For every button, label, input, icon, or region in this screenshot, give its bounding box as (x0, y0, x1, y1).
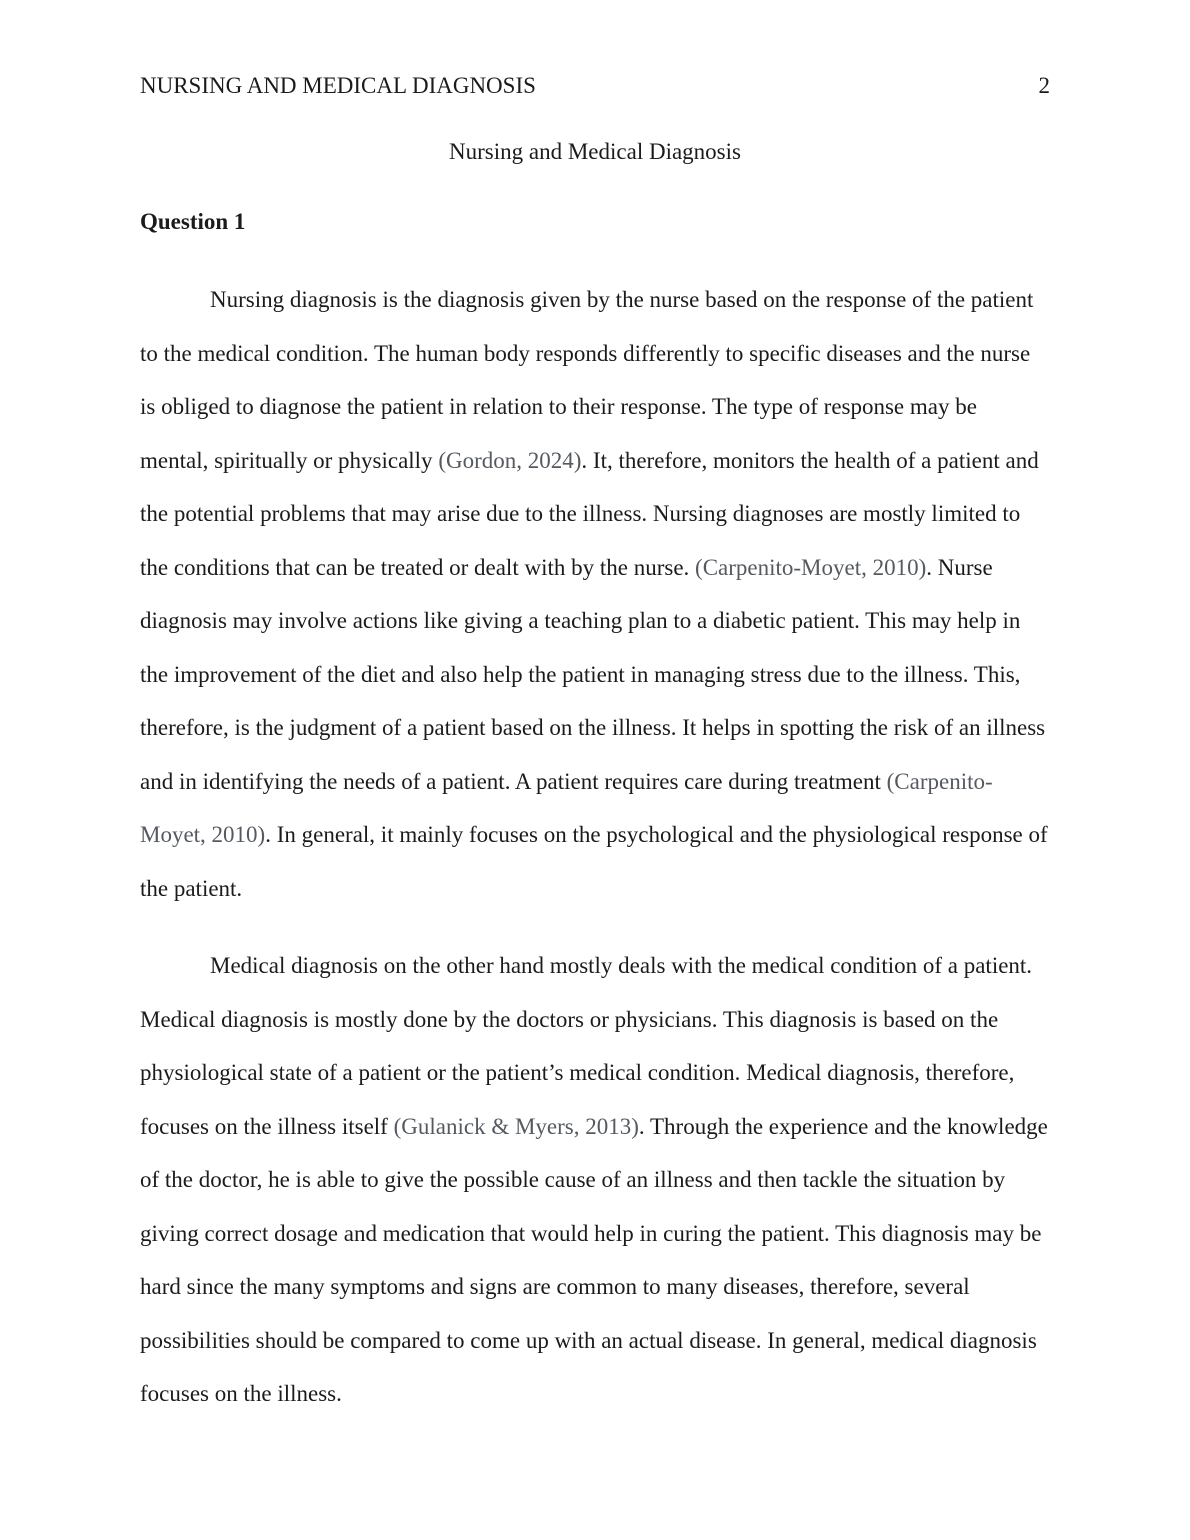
text-run: . Through the experience and the knowledge of the doctor, he is able to give the possible cause of an illness and then tackle the situation by giving correct dosage and medication that would help in curing the patient. This diagnosis may be hard since the many symptoms and signs are common to many diseases, therefore, several possibilities should be compared to come up with an actual disease. In general, medical diagnosis focuses on the illness. (140, 1113, 1048, 1406)
citation: (Gordon, 2024) (438, 447, 582, 473)
text-run: Nursing diagnosis is the diagnosis given by the nurse based on the response of the patient to the medical condition. The human body responds differently to specific diseases and the nurse is obliged to diagnose the patient in relation to their response. The type of response may be mental, spiritually or physically (140, 287, 1034, 473)
citation: (Carpenito-Moyet, 2010) (695, 554, 927, 580)
paragraph (140, 939, 1050, 1421)
document-title: Nursing and Medical Diagnosis (449, 139, 741, 164)
page-header (140, 72, 1050, 99)
running-head: NURSING AND MEDICAL DIAGNOSIS (140, 73, 536, 98)
section-heading: Question 1 (140, 209, 246, 234)
document-body (140, 208, 1050, 1421)
citation: (Carpenito-Moyet, 2010) (140, 768, 993, 847)
paragraph (140, 273, 1050, 915)
text-run: . In general, it mainly focuses on the psychological and the physiological response of the patient. (140, 822, 1048, 901)
page-number: 2 (1038, 73, 1050, 98)
citation: (Gulanick & Myers, 2013) (393, 1113, 639, 1139)
text-run: Medical diagnosis on the other hand mostly deals with the medical condition of a patient. Medical diagnosis is mostly done by the doctors or physicians. This diagnosis is based on the physiological state of a patient or the patient’s medical condition. Medical diagnosis, therefore, focuses on the illness itself (140, 953, 1033, 1139)
section (140, 208, 1050, 1421)
text-run: . It, therefore, monitors the health of a patient and the potential problems that may arise due to the illness. Nursing diagnoses are mostly limited to the conditions that can be treated or dealt with by the nurse. (140, 447, 1039, 580)
text-run: . Nurse diagnosis may involve actions like giving a teaching plan to a diabetic patient. This may help in the improvement of the diet and also help the patient in managing stress due to the illness. This, therefore, is the judgment of a patient based on the illness. It helps in spotting the risk of an illness and in identifying the needs of a patient. A patient requires care during treatment (140, 554, 1046, 794)
